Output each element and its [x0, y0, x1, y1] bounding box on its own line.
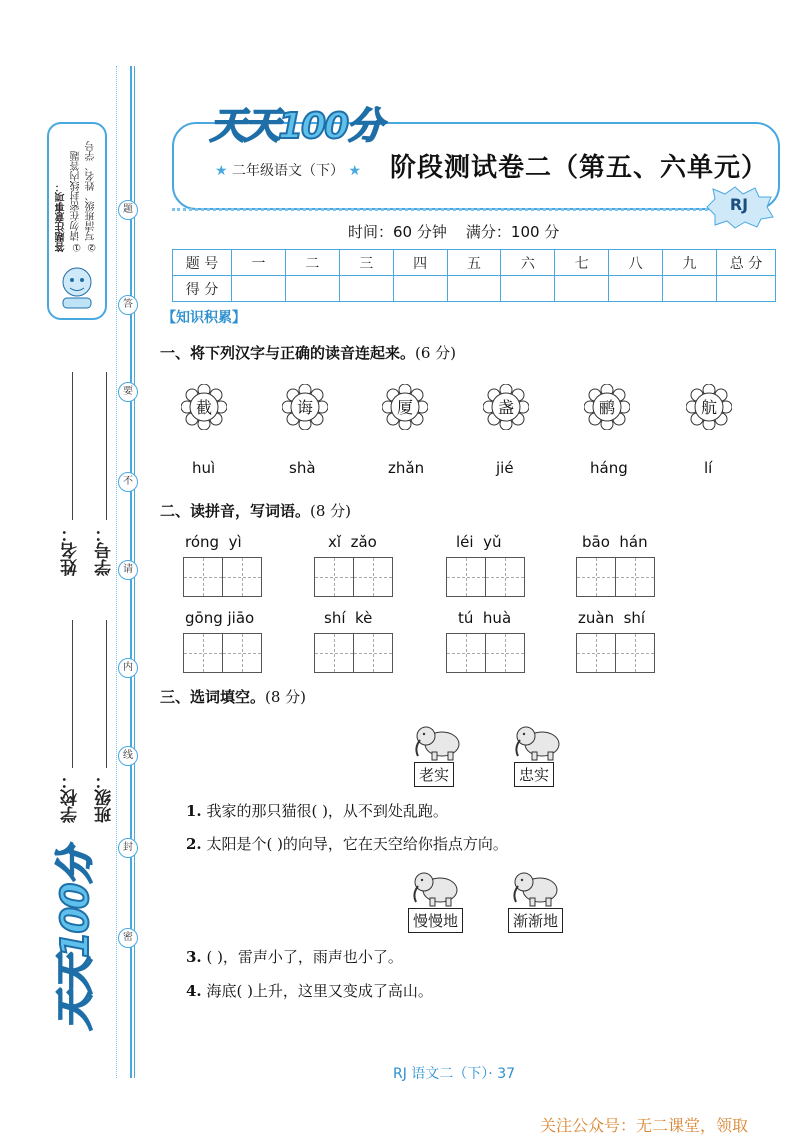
pinyin-label: zuàn shí — [578, 609, 646, 627]
score-cell[interactable] — [609, 276, 663, 302]
class-label: 班级： — [95, 772, 115, 823]
pinyin-label: tú huà — [458, 609, 512, 627]
sentence-text: ( )，雷声小了，雨声也小了。 — [206, 948, 403, 966]
badge-text: RJ — [729, 195, 749, 214]
table-cell: 一 — [232, 250, 286, 276]
question-text: 二、读拼音，写词语。 — [160, 502, 311, 520]
number-field[interactable] — [106, 372, 107, 520]
table-cell: 题 号 — [173, 250, 232, 276]
word-option[interactable]: 渐渐地 — [508, 908, 563, 933]
score-cell[interactable] — [232, 276, 286, 302]
sentence-text: 我家的那只猫很( )，从不到处乱跑。 — [206, 802, 448, 820]
pinyin-label: bāo hán — [582, 533, 648, 551]
seal-char: 密 — [118, 928, 138, 948]
char-box[interactable] — [183, 633, 223, 673]
header-dotted-rule — [172, 208, 732, 211]
score-cell[interactable] — [447, 276, 501, 302]
char-box[interactable] — [314, 557, 354, 597]
char-box[interactable] — [222, 633, 262, 673]
char-box[interactable] — [353, 633, 393, 673]
elephant-icon — [410, 866, 462, 908]
pinyin-option[interactable]: jié — [496, 459, 514, 477]
pinyin-label: léi yǔ — [456, 533, 502, 551]
page-footer: RJ 语文二（下）· 37 — [393, 1066, 516, 1082]
score-cell[interactable] — [501, 276, 555, 302]
word-option[interactable]: 老实 — [414, 762, 454, 787]
pinyin-label: shí kè — [324, 609, 373, 627]
school-field[interactable] — [72, 620, 73, 768]
seal-char: 不 — [118, 472, 138, 492]
score-cell[interactable] — [393, 276, 447, 302]
table-cell: 四 — [393, 250, 447, 276]
seal-char: 要 — [118, 382, 138, 402]
table-row — [173, 276, 776, 302]
sentence-2 — [186, 833, 508, 854]
score-cell[interactable] — [555, 276, 609, 302]
question-text: 一、将下列汉字与正确的读音连起来。 — [160, 344, 416, 362]
notice-line-1: ①请勿在密封线内答题 — [71, 151, 82, 252]
sentence-1 — [186, 800, 448, 821]
char-box[interactable] — [576, 633, 616, 673]
cartoon-icon — [55, 262, 99, 312]
elephant-icon — [412, 720, 464, 762]
header-logo: 天天100分 — [210, 106, 382, 147]
pinyin-option[interactable]: lí — [704, 459, 713, 477]
question-3-title — [160, 686, 306, 707]
char: 航 — [700, 398, 717, 417]
char-box[interactable] — [615, 557, 655, 597]
char-flower[interactable] — [181, 384, 227, 430]
char-flower[interactable] — [382, 384, 428, 430]
question-points: (8 分) — [265, 688, 307, 706]
char-box[interactable] — [485, 557, 525, 597]
pinyin-option[interactable]: huì — [192, 459, 216, 477]
char: 厦 — [396, 398, 413, 417]
elephant-icon — [512, 720, 564, 762]
question-points: (8 分) — [310, 502, 352, 520]
score-cell[interactable] — [285, 276, 339, 302]
pinyin-label: róng yì — [185, 533, 242, 551]
notice-box — [47, 122, 107, 320]
section-tag: 【知识积累】 — [162, 310, 246, 326]
table-cell: 七 — [555, 250, 609, 276]
table-cell: 总 分 — [717, 250, 776, 276]
char: 截 — [195, 398, 212, 417]
char-flower[interactable] — [686, 384, 732, 430]
table-cell: 五 — [447, 250, 501, 276]
seal-char: 题 — [118, 200, 138, 220]
table-cell: 九 — [663, 250, 717, 276]
star-icon: ★ — [348, 163, 362, 179]
grade-subject: 二年级语文（下） — [232, 163, 345, 179]
school-label: 学校： — [61, 772, 81, 823]
notice-line-2: ②写清班级、姓名、学号 — [86, 141, 97, 252]
name-label: 姓名： — [61, 525, 81, 576]
sentence-4 — [186, 980, 433, 1001]
seal-char: 线 — [118, 746, 138, 766]
watermark: 关注公众号：无二课堂，领取 — [540, 1116, 749, 1135]
seal-char: 请 — [118, 560, 138, 580]
char: 盏 — [497, 398, 514, 417]
table-cell: 八 — [609, 250, 663, 276]
score-cell[interactable] — [717, 276, 776, 302]
table-cell: 得 分 — [173, 276, 232, 302]
char-box[interactable] — [183, 557, 223, 597]
pinyin-option[interactable]: zhǎn — [388, 459, 425, 477]
sentence-text: 太阳是个( )的向导，它在天空给你指点方向。 — [206, 835, 508, 853]
question-2-title — [160, 500, 351, 521]
page-title: 阶段测试卷二（第五、六单元） — [390, 153, 769, 183]
time-score-line: 时间：60 分钟 满分：100 分 — [348, 223, 560, 241]
sentence-number: 3. — [186, 948, 202, 966]
char-flower[interactable] — [483, 384, 529, 430]
sentence-text: 海底( )上升，这里又变成了高山。 — [206, 982, 433, 1000]
sentence-number: 2. — [186, 835, 202, 853]
question-1-title — [160, 342, 456, 363]
word-option[interactable]: 慢慢地 — [408, 908, 463, 933]
number-label: 学号： — [95, 525, 115, 576]
question-points: (6 分) — [415, 344, 457, 362]
word-option[interactable]: 忠实 — [514, 762, 554, 787]
rj-badge — [703, 185, 775, 229]
char: 诲 — [296, 398, 313, 417]
char-box[interactable] — [615, 633, 655, 673]
question-text: 三、选词填空。 — [160, 688, 266, 706]
char-box[interactable] — [446, 557, 486, 597]
seal-char: 内 — [118, 658, 138, 678]
table-cell: 二 — [285, 250, 339, 276]
char-box[interactable] — [576, 557, 616, 597]
char-flower[interactable] — [584, 384, 630, 430]
char-box[interactable] — [485, 633, 525, 673]
score-cell[interactable] — [663, 276, 717, 302]
char-box[interactable] — [353, 557, 393, 597]
char: 鹂 — [598, 398, 615, 417]
score-cell[interactable] — [339, 276, 393, 302]
seal-char: 答 — [118, 295, 138, 315]
seal-char: 封 — [118, 838, 138, 858]
char-box[interactable] — [222, 557, 262, 597]
table-row — [173, 250, 776, 276]
sentence-number: 1. — [186, 802, 202, 820]
char-flower[interactable] — [282, 384, 328, 430]
score-table — [172, 249, 776, 302]
side-logo: 天天100分 — [53, 848, 97, 1030]
char-box[interactable] — [446, 633, 486, 673]
pinyin-option[interactable]: háng — [590, 459, 628, 477]
pinyin-option[interactable]: shà — [289, 459, 316, 477]
class-field[interactable] — [106, 620, 107, 768]
sentence-number: 4. — [186, 982, 202, 1000]
pinyin-label: xǐ zǎo — [328, 533, 377, 551]
elephant-icon — [510, 866, 562, 908]
pinyin-label: gōng jiāo — [185, 609, 255, 627]
table-cell: 三 — [339, 250, 393, 276]
notice-title: 答题注意事项： — [56, 182, 67, 252]
char-box[interactable] — [314, 633, 354, 673]
sentence-3 — [186, 946, 403, 967]
table-cell: 六 — [501, 250, 555, 276]
subtitle — [215, 160, 361, 180]
name-field[interactable] — [72, 372, 73, 520]
star-icon: ★ — [215, 163, 228, 179]
